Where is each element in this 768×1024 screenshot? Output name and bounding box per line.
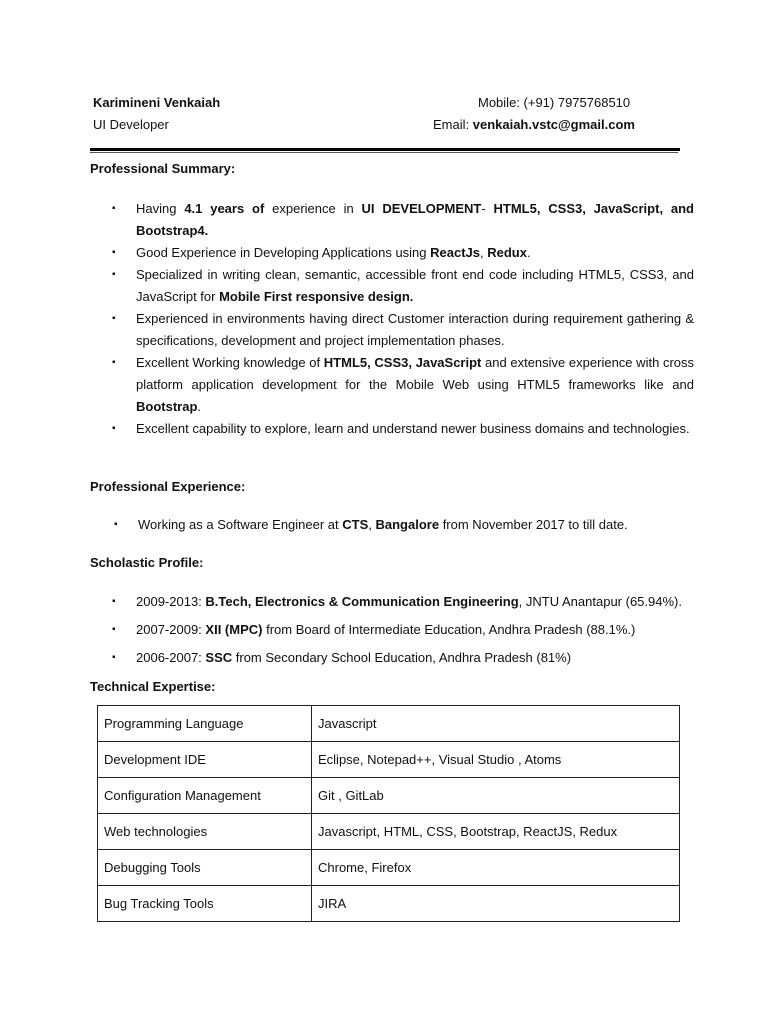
list-item (112, 198, 694, 242)
text: Experienced in environments having direct Customer interaction during requirement gathering & specifications, development and project implementation phases. (136, 311, 694, 348)
text: Excellent capability to explore, learn and understand newer business domains and technologies. (136, 421, 690, 436)
candidate-name: Karimineni Venkaiah (93, 95, 221, 110)
text: 2006-2007: (136, 650, 206, 665)
bullet-icon: ▪ (112, 269, 116, 280)
table-row (98, 778, 680, 814)
bold-text: B.Tech, Electronics & Communication Engineering (205, 594, 519, 609)
skill-category: Programming Language (98, 706, 312, 742)
text: from Board of Intermediate Education, Andhra Pradesh (88.1%.) (262, 622, 636, 637)
mobile-number: Mobile: (+91) 7975768510 (478, 95, 631, 110)
list-item (112, 647, 694, 669)
text: . (197, 399, 202, 414)
bold-text: UI DEVELOPMENT (361, 201, 482, 216)
scholastic-list (112, 591, 694, 675)
header-divider-shadow (90, 152, 678, 153)
text: - (481, 201, 494, 216)
text: Working as a Software Engineer at (138, 517, 343, 532)
skill-category: Configuration Management (98, 778, 312, 814)
text: Having (136, 201, 185, 216)
bold-text: HTML5, CSS3, JavaScript, and Bootstrap4. (136, 201, 694, 238)
bold-text: SSC (205, 650, 233, 665)
skill-value: Javascript, HTML, CSS, Bootstrap, ReactJS, Redux (312, 814, 680, 850)
bullet-icon: ▪ (112, 247, 116, 258)
list-item (112, 591, 694, 613)
skill-category: Bug Tracking Tools (98, 886, 312, 922)
list-item (112, 264, 694, 308)
text: , (480, 245, 488, 260)
bullet-icon: ▪ (112, 203, 116, 214)
bold-text: Redux (487, 245, 527, 260)
bullet-icon: ▪ (112, 624, 116, 635)
text: , JNTU Anantapur (65.94%). (518, 594, 682, 609)
skill-category: Development IDE (98, 742, 312, 778)
list-item (112, 418, 694, 440)
summary-heading: Professional Summary: (90, 161, 236, 176)
text: from November 2017 to till date. (439, 517, 628, 532)
bullet-icon: ▪ (112, 423, 116, 434)
table-row (98, 742, 680, 778)
text: Excellent Working knowledge of (136, 355, 324, 370)
technical-heading: Technical Expertise: (90, 679, 216, 694)
bullet-icon: ▪ (112, 652, 116, 663)
bold-text: XII (MPC) (205, 622, 263, 637)
list-item (112, 242, 694, 264)
bold-text: Bangalore (375, 517, 440, 532)
text: 2009-2013: (136, 594, 206, 609)
text: . (526, 245, 531, 260)
table-row (98, 850, 680, 886)
list-item (114, 514, 696, 536)
text: from Secondary School Education, Andhra Pradesh (81%) (232, 650, 572, 665)
text: , (368, 517, 376, 532)
bullet-icon: ▪ (112, 596, 116, 607)
bullet-icon: ▪ (112, 357, 116, 368)
experience-list (114, 514, 696, 536)
email-address[interactable]: venkaiah.vstc@gmail.com (472, 117, 635, 132)
bold-text: 4.1 years of (184, 201, 265, 216)
text: Specialized in writing clean, semantic, accessible front end code including HTML5, CSS3, and JavaScript for (136, 267, 694, 304)
list-item (112, 619, 694, 641)
table-row (98, 706, 680, 742)
bullet-icon: ▪ (114, 519, 118, 530)
bullet-icon: ▪ (112, 313, 116, 324)
skill-category: Web technologies (98, 814, 312, 850)
skill-value: Javascript (312, 706, 680, 742)
bold-text: HTML5, CSS3, JavaScript (323, 355, 482, 370)
skill-category: Debugging Tools (98, 850, 312, 886)
skill-value: Git , GitLab (312, 778, 680, 814)
summary-list (112, 198, 694, 440)
list-item (112, 308, 694, 352)
skill-value: Chrome, Firefox (312, 850, 680, 886)
email-label: Email: (433, 117, 473, 132)
skill-value: Eclipse, Notepad++, Visual Studio , Atoms (312, 742, 680, 778)
technical-expertise-table (97, 705, 680, 922)
experience-heading: Professional Experience: (90, 479, 246, 494)
bold-text: ReactJs (430, 245, 481, 260)
text: Good Experience in Developing Applications using (136, 245, 431, 260)
text: experience in (264, 201, 362, 216)
text: 2007-2009: (136, 622, 206, 637)
email-line (433, 117, 635, 132)
table-row (98, 814, 680, 850)
bold-text: Bootstrap (136, 399, 198, 414)
scholastic-heading: Scholastic Profile: (90, 555, 204, 570)
list-item (112, 352, 694, 418)
bold-text: Mobile First responsive design. (219, 289, 414, 304)
header-divider (90, 148, 680, 151)
skill-value: JIRA (312, 886, 680, 922)
bold-text: CTS (342, 517, 369, 532)
text: and extensive experience with cross platform application development for the Mobile Web using HTML5 frameworks like and (136, 355, 695, 392)
candidate-role: UI Developer (93, 117, 169, 132)
table-row (98, 886, 680, 922)
